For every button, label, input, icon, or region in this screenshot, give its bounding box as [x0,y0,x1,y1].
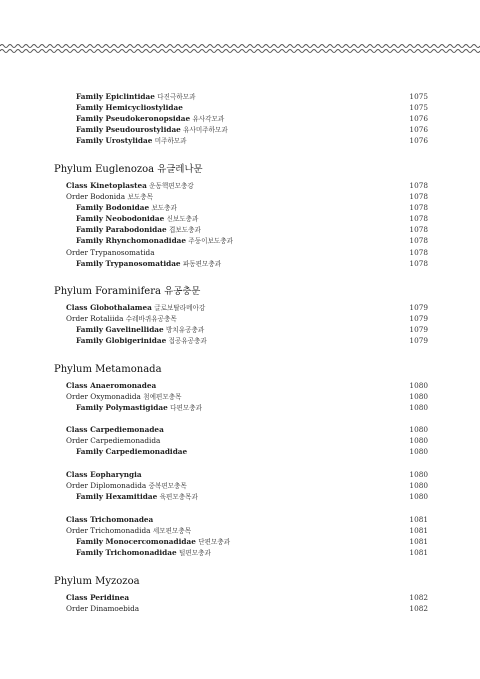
entry-label: Family Hemicycliostylidae [76,103,183,112]
toc-entry[interactable] [0,213,480,224]
toc-entry[interactable] [0,491,480,502]
entry-label: Order Diplomonadida 중복편모충목 [66,481,187,490]
toc-entry[interactable] [0,547,480,558]
entry-label: Order Dinamoebida [66,604,140,613]
phylum-heading: Phylum Foraminifera 유공충문 [54,286,201,297]
entry-label: Class Carpediemonadea [66,425,164,434]
entry-label: Family Monocercomonadidae 단편모충과 [76,537,231,546]
entry-label: Family Hexamitidae 육편모충목과 [76,492,198,501]
toc-entry[interactable] [0,525,480,536]
entry-label: Class Trichomonadea [66,515,154,524]
entry-label: Family Parabodonidae 겹보도충과 [76,225,201,234]
entry-label: Order Oxymonadida 첨예편모충목 [66,392,182,401]
page-number: 1080 [409,447,428,456]
page-number: 1079 [409,325,428,334]
wave-header-ornament [0,42,480,56]
page-number: 1082 [409,593,428,602]
entry-label: Order Rotaliida 수레바퀴유공충목 [66,314,177,323]
toc-entry[interactable] [0,435,480,446]
toc-entry[interactable] [0,102,480,113]
entry-label: Class Kinetoplastea 운동핵편모충강 [66,181,194,190]
toc-entry[interactable] [0,258,480,269]
toc-entry[interactable] [0,124,480,135]
entry-label: Order Trypanosomatida [66,248,155,257]
page-number: 1081 [409,537,428,546]
entry-label: Family Carpediemonadidae [76,447,188,456]
toc-entry[interactable] [0,224,480,235]
entry-label: Order Trichomonadida 세모편모충목 [66,526,192,535]
entry-label: Family Bodonidae 보도충과 [76,203,177,212]
toc-entry[interactable] [0,391,480,402]
page-number: 1078 [409,225,428,234]
page-number: 1080 [409,470,428,479]
toc-entry[interactable] [0,313,480,324]
entry-label: Family Neobodonidae 신보도충과 [76,214,199,223]
page-number: 1078 [409,259,428,268]
phylum-heading: Phylum Metamonada [54,364,162,375]
entry-label: Family Pseudokeronopsidae 유사각모과 [76,114,225,123]
page-number: 1078 [409,181,428,190]
page-number: 1076 [409,114,428,123]
toc-entry[interactable] [0,235,480,246]
page-number: 1078 [409,214,428,223]
page-number: 1079 [409,303,428,312]
toc-entry[interactable] [0,514,480,525]
toc-entry[interactable] [0,469,480,480]
entry-label: Family Globigerinidae 접공유공충과 [76,336,207,345]
page-number: 1079 [409,314,428,323]
page-number: 1078 [409,192,428,201]
toc-entry[interactable] [0,247,480,258]
page-number: 1081 [409,515,428,524]
page-number: 1078 [409,203,428,212]
entry-label: Order Bodonida 보도충목 [66,192,153,201]
page-number: 1081 [409,548,428,557]
toc-entry[interactable] [0,335,480,346]
page-number: 1075 [409,103,428,112]
page-number: 1078 [409,248,428,257]
toc-entry[interactable] [0,135,480,146]
page-number: 1080 [409,436,428,445]
page-number: 1080 [409,492,428,501]
toc-entry[interactable] [0,446,480,457]
entry-label: Class Eopharyngia [66,470,142,479]
page-number: 1080 [409,425,428,434]
toc-entry[interactable] [0,536,480,547]
page-number: 1080 [409,381,428,390]
toc-entry[interactable] [0,424,480,435]
page-number: 1076 [409,125,428,134]
toc-entry[interactable] [0,113,480,124]
phylum-heading: Phylum Myzozoa [54,576,140,587]
entry-label: Family Urostylidae 미주하모과 [76,136,187,145]
toc-entry[interactable] [0,91,480,102]
entry-label: Class Anaeromonadea [66,381,157,390]
toc-entry[interactable] [0,324,480,335]
toc-entry[interactable] [0,302,480,313]
entry-label: Family Trypanosomatidae 파동편모충과 [76,259,222,268]
page-number: 1078 [409,236,428,245]
toc-entry[interactable] [0,592,480,603]
entry-label: Family Gavelinellidae 방치유공충과 [76,325,205,334]
entry-label: Order Carpediemonadida [66,436,161,445]
toc-entry[interactable] [0,380,480,391]
entry-label: Family Epiclintidae 다진극하모과 [76,92,196,101]
toc-entry[interactable] [0,402,480,413]
page-number: 1080 [409,481,428,490]
phylum-heading: Phylum Euglenozoa 유글레나문 [54,164,203,175]
page-number: 1082 [409,604,428,613]
page-number: 1081 [409,526,428,535]
page-number: 1076 [409,136,428,145]
entry-label: Class Globothalamea 글로보탈라메아강 [66,303,206,312]
toc-entry[interactable] [0,180,480,191]
entry-label: Family Polymastigidae 다편모충과 [76,403,202,412]
entry-label: Family Rhynchomonadidae 주둥이보도충과 [76,236,233,245]
toc-entry[interactable] [0,191,480,202]
entry-label: Class Peridinea [66,593,130,602]
toc-entry[interactable] [0,603,480,614]
page-number: 1080 [409,392,428,401]
toc-entry[interactable] [0,202,480,213]
entry-label: Family Pseudourostylidae 유사미주하모과 [76,125,228,134]
page-number: 1079 [409,336,428,345]
toc-entry[interactable] [0,480,480,491]
page-number: 1080 [409,403,428,412]
entry-label: Family Trichomonadidae 털편모충과 [76,548,211,557]
page-number: 1075 [409,92,428,101]
